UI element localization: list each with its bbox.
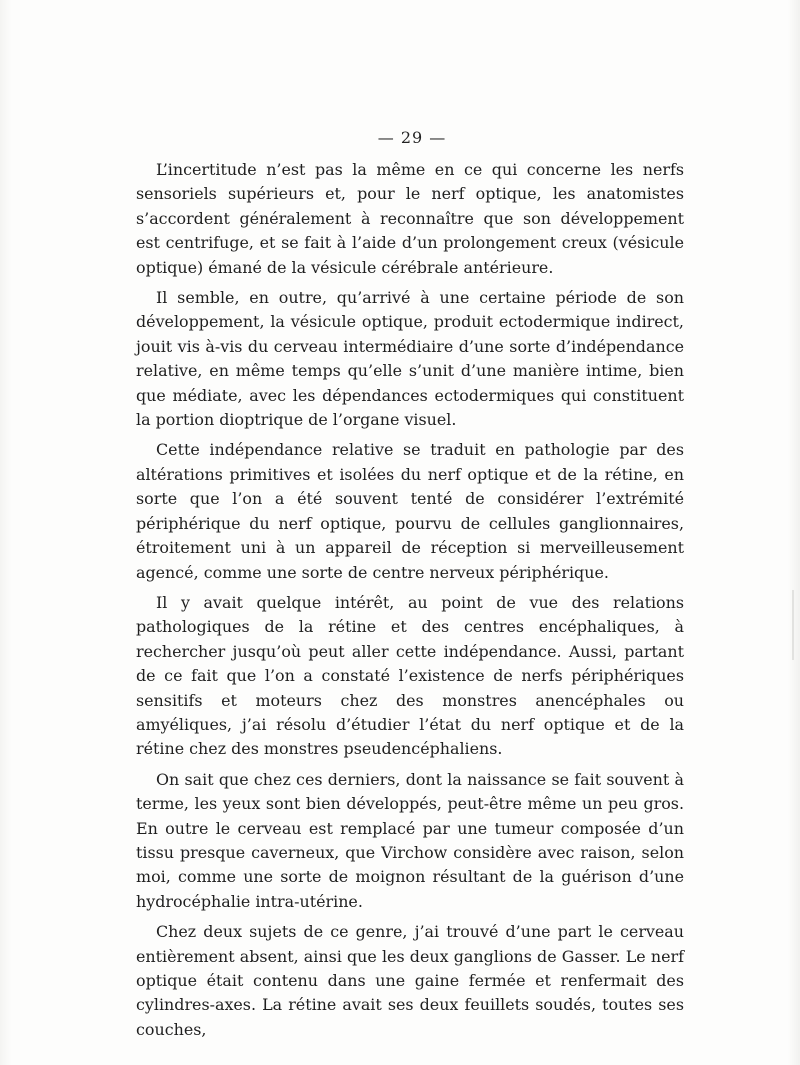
page-number [0, 128, 800, 147]
paragraph-1: L’incertitude n’est pas la même en ce qui concerne les nerfs sensoriels supérieurs et, pour le nerf optique, les anatomistes s’accordent généralement à reconnaître que son développement est centrifuge, et se fait à l’aide d’un prolongement creux (vésicule optique) émané de la vésicule cérébrale antérieure. [136, 160, 684, 277]
page-number-text: — 29 — [377, 128, 447, 147]
paragraph-4: Il y avait quelque intérêt, au point de vue des relations pathologiques de la rétine et des centres encéphaliques, à rechercher jusqu’où peut aller cette indépendance. Aussi, partant de ce fait que l’on a constaté l’existence de nerfs périphériques sensitifs et moteurs chez des monstres anencéphales ou amyéliques, j’ai résolu d’étudier l’état du nerf optique et de la rétine chez des monstres pseudencéphaliens. [136, 592, 684, 759]
paragraph-6: Chez deux sujets de ce genre, j’ai trouvé d’une part le cerveau entièrement absent, ainsi que les deux ganglions de Gasser. Le nerf optique était contenu dans une gaine fermée et renfermait des cylindres-axes. La rétine avait ses deux feuillets soudés, toutes ses couches, [136, 922, 684, 1039]
paragraph-3: Cette indépendance relative se traduit en pathologie par des altérations primitives et isolées du nerf optique et de la rétine, en sorte que l’on a été souvent tenté de considérer l’extrémité périphérique du nerf optique, pourvu de cellules ganglionnaires, étroitement uni à un appareil de réception si merveilleusement agencé, comme une sorte de centre nerveux périphérique. [136, 440, 684, 582]
paragraph-2: Il semble, en outre, qu’arrivé à une certaine période de son développement, la vésicule optique, produit ectodermique indirect, jouit vis à-vis du cerveau intermédiaire d’une sorte d’indépendance relative, en même temps qu’elle s’unit d’une manière intime, bien que médiate, avec les dépendances ectodermiques qui constituent la portion dioptrique de l’organe visuel. [136, 288, 684, 430]
body-text [136, 158, 684, 1042]
paragraph-5: On sait que chez ces derniers, dont la naissance se fait souvent à terme, les yeux sont bien développés, peut-être même un peu gros. En outre le cerveau est remplacé par une tumeur composée d’un tissu presque caverneux, que Virchow considère avec raison, selon moi, comme une sorte de moignon résultant de la guérison d’une hydrocéphalie intra-utérine. [136, 769, 684, 911]
page-edge-shadow [792, 590, 794, 660]
